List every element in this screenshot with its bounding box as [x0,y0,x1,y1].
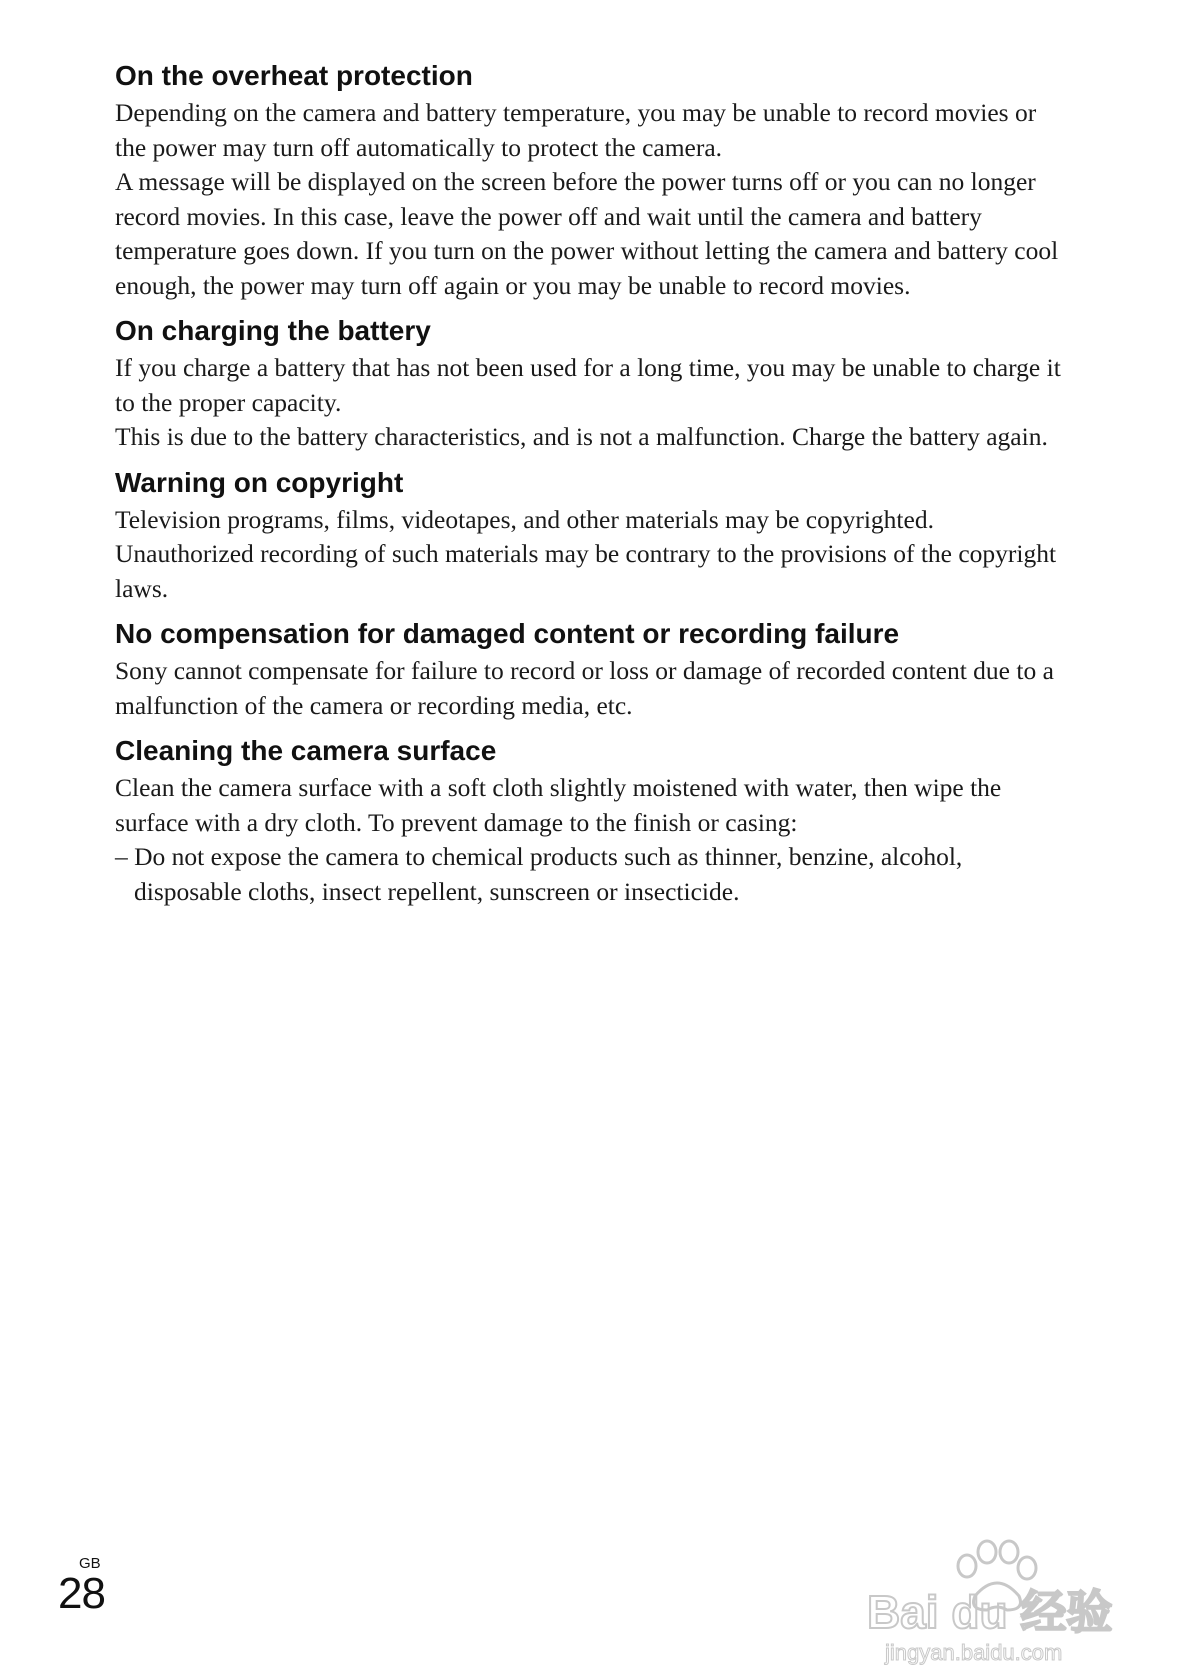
dash-list-item: – Do not expose the camera to chemical products such as thinner, benzine, alcohol, disposable cloths, insect repellent, sunscreen or insecticide. [115,842,963,906]
section-heading: Cleaning the camera surface [115,735,497,766]
section-no-compensation [115,616,1065,723]
page-number-block [58,1556,105,1616]
page-region-label: GB [79,1555,101,1572]
page-number: 28 [58,1569,105,1618]
section-paragraph: Depending on the camera and battery temperature, you may be unable to record movies or the power may turn off automatically to protect the camera. [115,98,1037,162]
baidu-jingyan-watermark [855,1518,1155,1668]
section-paragraph: A message will be displayed on the screen before the power turns off or you can no longer record movies. In this case, leave the power off and wait until the camera and battery temperature goes down. If you turn on the power without letting the camera and battery cool enough, the power may turn off again or you may be unable to record movies. [115,167,1059,300]
section-paragraph: Sony cannot compensate for failure to record or loss or damage of recorded content due to a malfunction of the camera or recording media, etc. [115,656,1054,720]
section-cleaning-surface [115,733,1065,909]
section-copyright-warning [115,465,1065,607]
section-charging-battery [115,313,1065,455]
section-overheat-protection [115,58,1065,303]
section-paragraph: If you charge a battery that has not been used for a long time, you may be unable to charge it to the proper capacity. [115,353,1061,417]
section-heading: Warning on copyright [115,466,404,498]
section-paragraph: Television programs, films, videotapes, and other materials may be copyrighted. Unauthorized recording of such materials may be contrary to the provisions of the copyright laws. [115,504,1057,603]
section-paragraph: Clean the camera surface with a soft cloth slightly moistened with water, then wipe the surface with a dry cloth. To prevent damage to the finish or casing: [115,773,1002,837]
page-content [115,58,1065,919]
watermark-brand: Bai du 经验 [867,1586,1113,1638]
section-heading: No compensation for damaged content or recording failure [115,618,900,649]
section-heading: On the overheat protection [115,60,473,91]
section-heading: On charging the battery [115,315,431,346]
watermark-url: jingyan.baidu.com [885,1640,1063,1665]
section-paragraph: This is due to the battery characteristics, and is not a malfunction. Charge the battery again. [115,422,1048,451]
